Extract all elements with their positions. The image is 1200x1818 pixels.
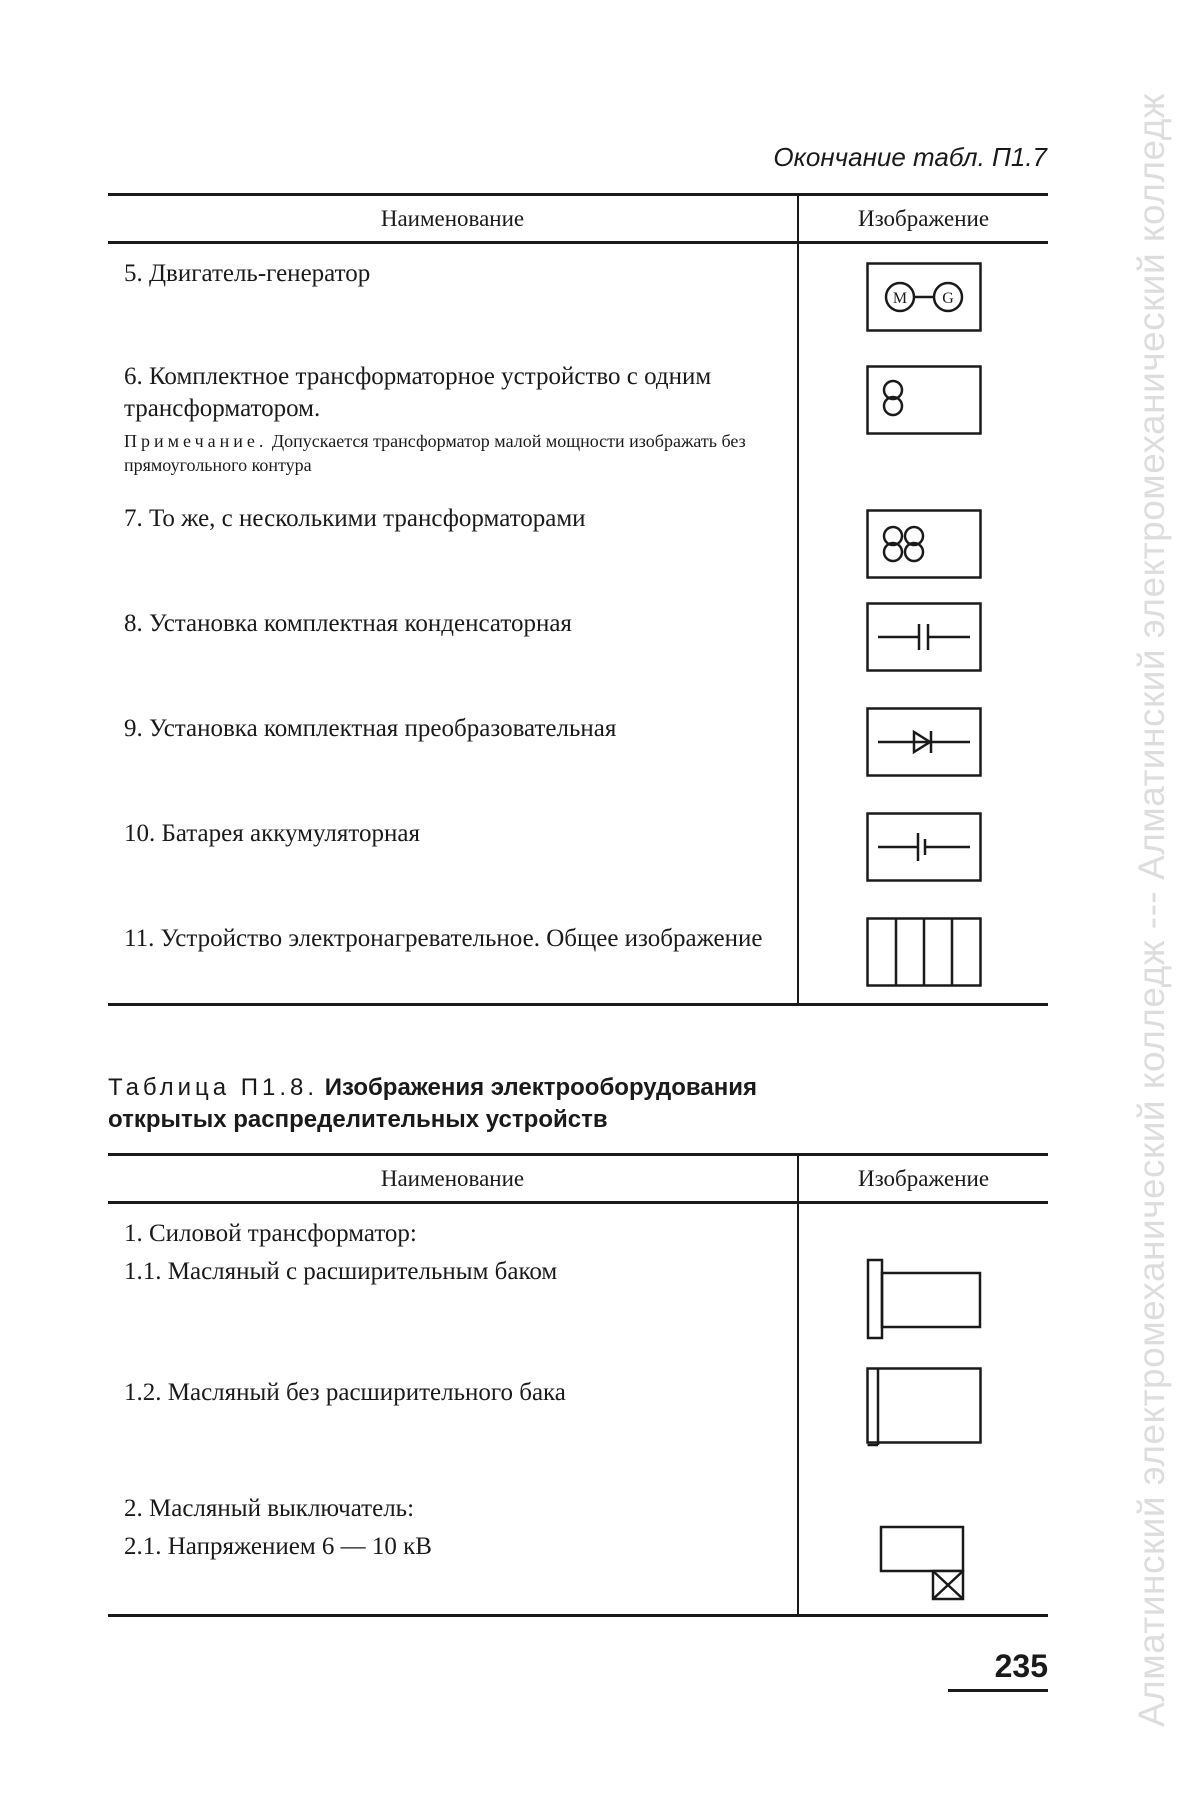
header-image: Изображение xyxy=(798,195,1048,243)
motor-generator-icon xyxy=(866,262,982,332)
table-row xyxy=(108,1367,1048,1479)
table-p18 xyxy=(108,1153,1048,1617)
table-row xyxy=(108,489,1048,594)
row-text: 2.1. Напряжением 6 — 10 кВ xyxy=(124,1533,432,1560)
header-name: Наименование xyxy=(108,195,798,243)
watermark-text: Алматинский электромеханический колледж --- Алматинский электромеханический колледж xyxy=(1131,92,1172,1728)
table-p18-title: Изображения электрооборудования открытых распределительных устройств xyxy=(108,1074,757,1133)
table-row xyxy=(108,804,1048,909)
multiple-transformers-icon xyxy=(866,509,982,579)
row-text: 11. Устройство электронагревательное. Общее изображение xyxy=(124,924,763,952)
electric-heater-icon xyxy=(866,917,982,987)
table-row xyxy=(108,909,1048,1005)
table-p17 xyxy=(108,193,1048,1006)
single-transformer-icon xyxy=(866,365,982,435)
converter-unit-icon xyxy=(866,707,982,777)
table-row xyxy=(108,699,1048,804)
table-header-row xyxy=(108,1155,1048,1203)
row-text: 7. То же, с несколькими трансформаторами xyxy=(124,504,586,532)
row-text: 1. Силовой трансформатор: xyxy=(124,1220,417,1247)
oil-circuit-breaker-icon xyxy=(879,1525,969,1605)
table-row xyxy=(108,1479,1048,1525)
row-text: 8. Установка комплектная конденсаторная xyxy=(124,609,572,637)
watermark xyxy=(1122,20,1182,1800)
table-row xyxy=(108,1525,1048,1615)
row-text: 5. Двигатель-генератор xyxy=(124,260,371,287)
header-image: Изображение xyxy=(798,1155,1048,1203)
table-row xyxy=(108,243,1048,347)
oil-transformer-without-conservator-icon xyxy=(866,1367,982,1447)
table-row xyxy=(108,347,1048,489)
header-name: Наименование xyxy=(108,1155,798,1203)
note-text: Допускается трансформатор малой мощности изображать без прямоугольного контура xyxy=(124,430,746,475)
table-row xyxy=(108,1250,1048,1367)
battery-icon xyxy=(866,812,982,882)
row-text: 2. Масляный выключатель: xyxy=(124,1495,415,1522)
table-header-row xyxy=(108,195,1048,243)
motor-letter: M xyxy=(892,290,907,307)
row-text: 1.2. Масляный без расширительного бака xyxy=(124,1379,566,1406)
continuation-caption: Окончание табл. П1.7 xyxy=(773,142,1047,172)
row-text: 10. Батарея аккумуляторная xyxy=(124,819,420,847)
capacitor-unit-icon xyxy=(866,602,982,672)
row-text: 6. Комплектное трансформаторное устройство с одним трансформатором. xyxy=(124,362,712,422)
table-row xyxy=(108,1203,1048,1251)
note-label: Примечание. xyxy=(124,430,268,451)
oil-transformer-with-conservator-icon xyxy=(866,1258,982,1340)
table-p18-caption xyxy=(108,1072,868,1136)
table-p18-label: Таблица П1.8. xyxy=(108,1074,319,1101)
row-text: 1.1. Масляный с расширительным баком xyxy=(124,1258,558,1285)
generator-letter: G xyxy=(941,290,954,307)
page-number: 235 xyxy=(948,1648,1048,1692)
table-row xyxy=(108,594,1048,699)
row-note xyxy=(108,425,797,477)
row-text: 9. Установка комплектная преобразовательная xyxy=(124,714,617,742)
